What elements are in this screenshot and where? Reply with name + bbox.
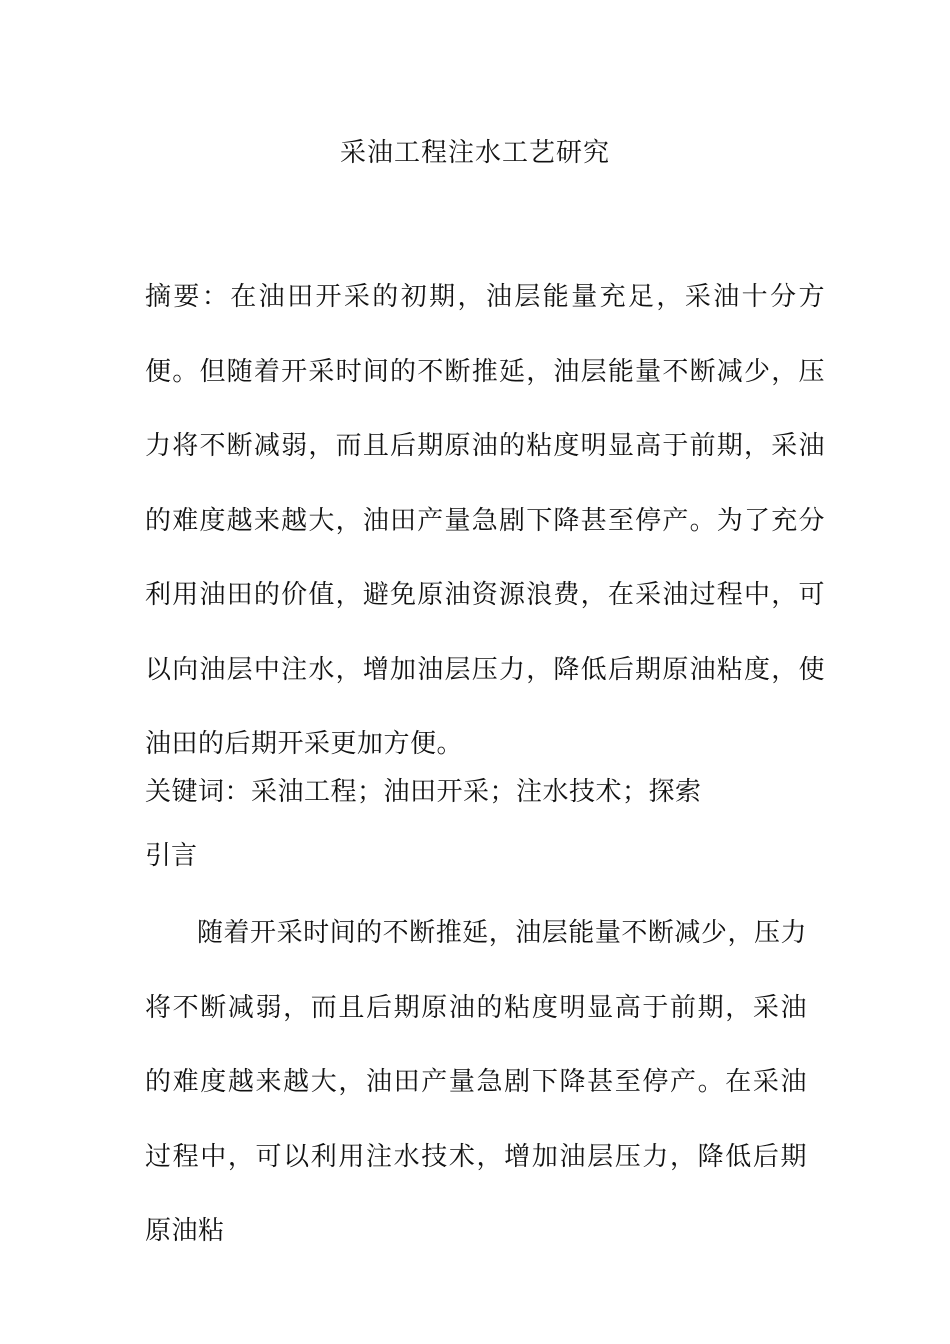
abstract-text: 在油田开采的初期，油层能量充足，采油十分方便。但随着开采时间的不断推延，油层能量不断减少，压力将不断减弱，而且后期原油的粘度明显高于前期，采油的难度越来越大，油田产量急剧下降甚至停产。为了充分利用油田的价值，避免原油资源浪费，在采油过程中，可以向油层中注水，增加油层压力，降低后期原油粘度，使油田的后期开采更加方便。	[145, 282, 825, 759]
intro-heading: 引言	[145, 841, 198, 871]
abstract-paragraph	[145, 260, 825, 782]
keywords-label: 关键词：	[145, 777, 252, 807]
keywords-text: 采油工程；油田开采；注水技术；探索	[251, 777, 702, 807]
abstract-label: 摘要：	[145, 282, 231, 312]
keywords-line	[145, 772, 825, 812]
intro-paragraph: 随着开采时间的不断推延，油层能量不断减少，压力将不断减弱，而且后期原油的粘度明显高于前期，采油的难度越来越大，油田产量急剧下降甚至停产。在采油过程中，可以利用注水技术，增加油层压力，降低后期原油粘	[145, 918, 807, 1246]
document-title: 采油工程注水工艺研究	[339, 138, 610, 168]
